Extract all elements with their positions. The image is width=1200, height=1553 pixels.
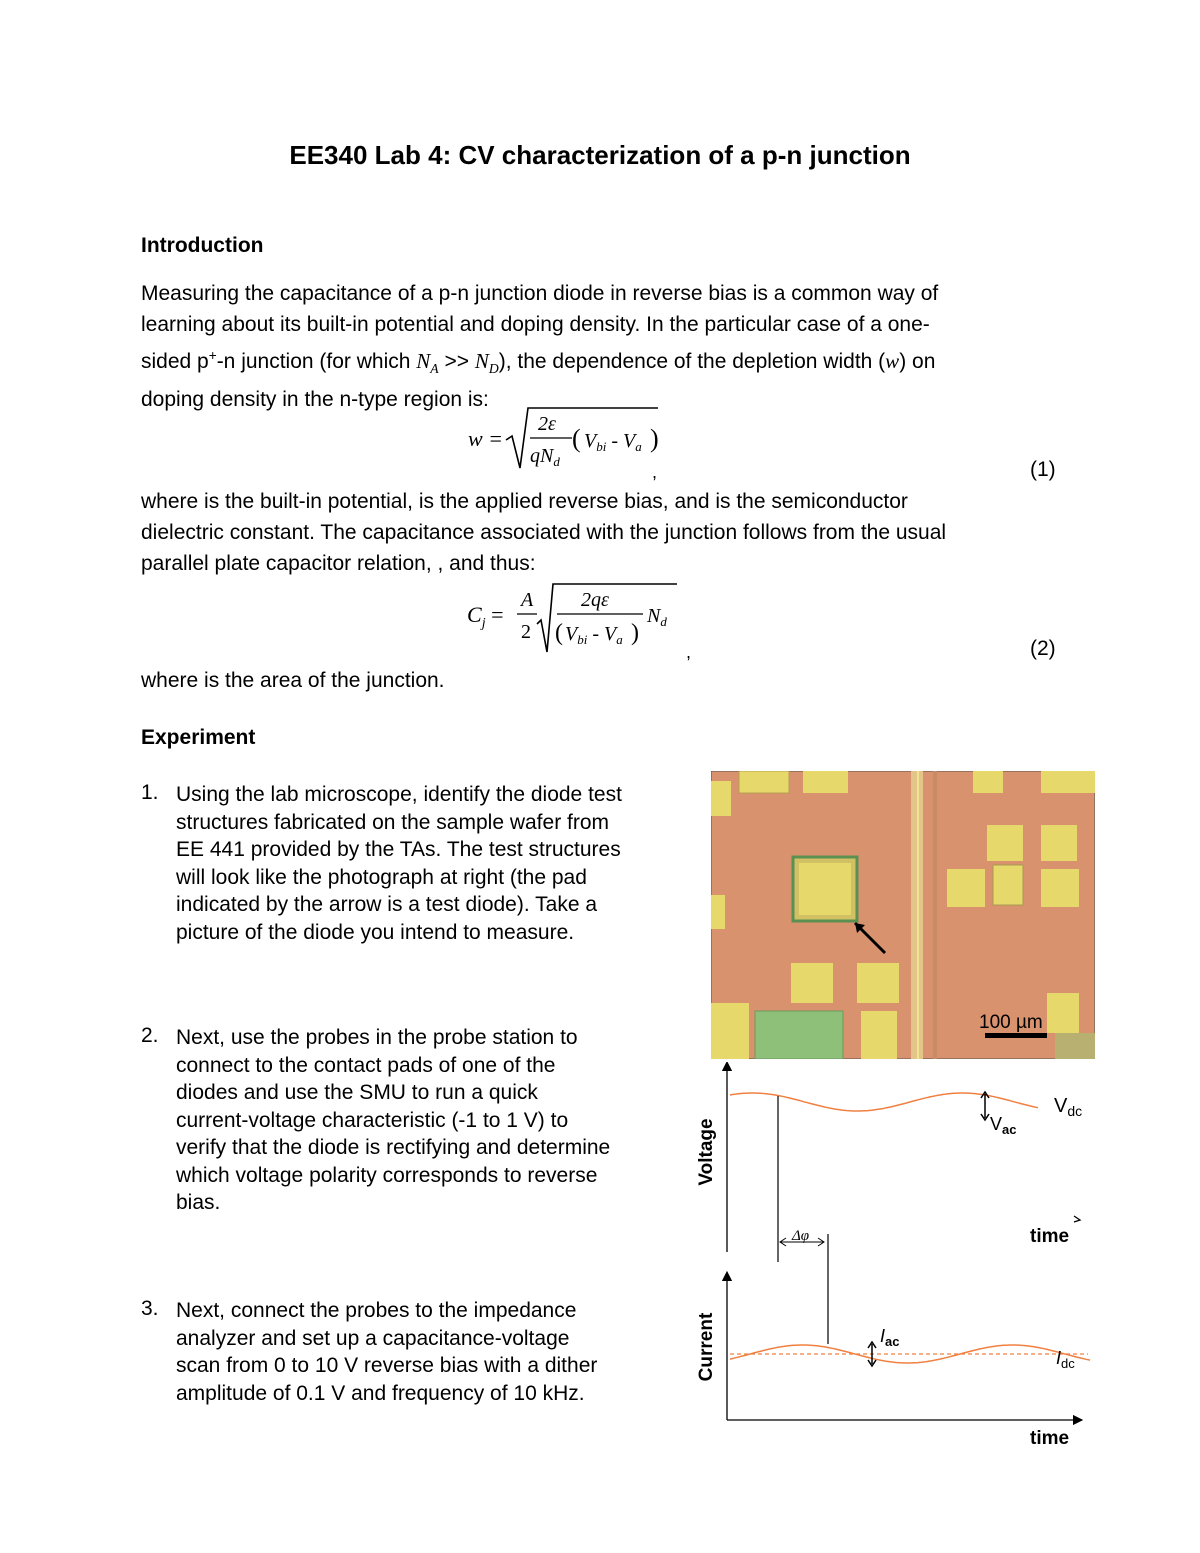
p2-line-3: parallel plate capacitor relation, , and thus: xyxy=(141,552,536,575)
equation-2-number: (2) xyxy=(1030,637,1056,660)
step-2-number: 2. xyxy=(141,1024,159,1047)
eq2-lparen: ( xyxy=(555,620,563,646)
step-3-number: 3. xyxy=(141,1297,159,1320)
diode-micrograph xyxy=(711,771,1095,1059)
equation-2 xyxy=(465,580,705,660)
intro-paragraph-2 xyxy=(141,486,1071,579)
vac-label: $V_{ac}$ xyxy=(990,1114,1017,1137)
eq2-two: 2 xyxy=(521,621,531,643)
cv-waveform-diagram xyxy=(690,1062,1110,1452)
time-label-2: time xyxy=(1030,1428,1070,1449)
eq2-area: A xyxy=(521,589,534,611)
scale-bar-label: 100 µm xyxy=(979,1012,1043,1033)
current-axis-label: Current xyxy=(696,1312,717,1382)
step-1-number: 1. xyxy=(141,781,159,804)
phase-label: Δφ xyxy=(792,1228,810,1244)
eq2-lhs: $C_j$ = xyxy=(467,602,504,631)
eq2-numerator: 2qε xyxy=(581,589,609,611)
eq1-lhs: w = xyxy=(468,426,504,451)
eq1-numerator: 2ε xyxy=(538,413,556,435)
voltage-wave xyxy=(730,1093,1038,1111)
intro-line-4: doping density in the n-type region is: xyxy=(141,388,489,412)
experiment-heading: Experiment xyxy=(141,726,256,749)
step-1-text: Using the lab microscope, identify the diode test structures fabricated on the sample wafer from EE 441 provided by the TAs. The test structures will look like the photograph at right (the pad indicated by the arrow is a test diode). Take a picture of the diode you intend to measure. xyxy=(176,783,622,944)
vdc-label: $V_{dc}$ xyxy=(1054,1095,1083,1119)
introduction-heading: Introduction xyxy=(141,234,264,257)
eq2-rparen: ) xyxy=(631,620,639,646)
equation-1 xyxy=(460,400,680,480)
voltage-axis-label: Voltage xyxy=(696,1118,717,1186)
iac-label: $I_{ac}$ xyxy=(880,1326,900,1349)
time-label-1: time xyxy=(1030,1226,1070,1247)
scale-bar xyxy=(985,1033,1047,1038)
current-wave xyxy=(730,1345,1090,1363)
p2-line-1: where is the built-in potential, is the applied reverse bias, and is the semiconductor xyxy=(141,490,908,513)
intro-line-1: Measuring the capacitance of a p-n junction diode in reverse bias is a common way of xyxy=(141,282,939,305)
eq2-denominator: $V_{bi} - V_a$ xyxy=(565,623,623,647)
eq2-nd: $N_d$ xyxy=(647,605,667,629)
intro-paragraph-3: where is the area of the junction. xyxy=(141,669,445,692)
eq1-rparen: ) xyxy=(650,424,659,453)
idc-label: $I_{dc}$ xyxy=(1056,1348,1075,1371)
intro-paragraph-1 xyxy=(141,278,1071,415)
eq1-lparen: ( xyxy=(572,424,581,453)
p2-line-2: dielectric constant. The capacitance associated with the junction follows from the usual xyxy=(141,521,947,544)
eq1-vbi-term: $V_{bi} - V_a$ xyxy=(584,430,642,454)
equation-1-number: (1) xyxy=(1030,458,1056,481)
intro-line-2: learning about its built-in potential and doping density. In the particular case of a one- xyxy=(141,313,930,336)
eq1-denominator: $qN_d$ xyxy=(530,445,560,469)
step-3-text: Next, connect the probes to the impedance analyzer and set up a capacitance-voltage scan from 0 to 10 V reverse bias with a dither amplitude of 0.1 V and frequency of 10 kHz. xyxy=(176,1299,598,1405)
intro-line-3: sided p+-n junction (for which $N_A >> N_D$), the dependence of the depletion width (w) on xyxy=(141,348,936,377)
page-title: EE340 Lab 4: CV characterization of a p-n junction xyxy=(289,140,911,170)
step-2-text: Next, use the probes in the probe station to connect to the contact pads of one of the diodes and use the SMU to run a quick current-voltage characteristic (-1 to 1 V) to verify that the diode is rectifying and determine which voltage polarity corresponds to reverse bias. xyxy=(176,1026,611,1214)
